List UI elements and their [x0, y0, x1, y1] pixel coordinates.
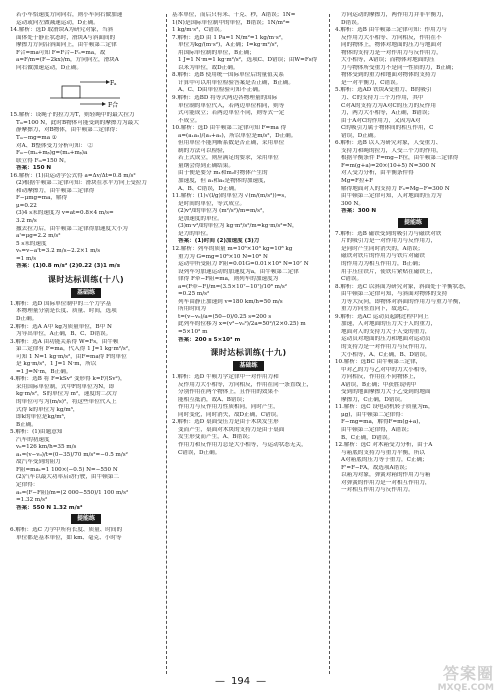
text-line: 汽车的初速度	[16, 436, 50, 443]
text-line: 3.解析：选A 由功能关系得 W=Fs，由牛顿	[10, 338, 119, 345]
text-line: 16.解析：(1)由运动学公式得 a=Δv/Δt=0.8 m/s²	[10, 172, 136, 179]
text-line: 对人受力分析，由平衡条件得	[341, 170, 414, 177]
text-line: =1 m/s	[16, 255, 37, 262]
text-line: a₂=(F−F阻)/m=(2 000−550)/1 100 m/s²	[16, 489, 129, 496]
text-line: 运动或向左做减速运动，D正确。	[16, 19, 99, 26]
column-3	[335, 12, 491, 495]
force-label-b: F合	[108, 102, 119, 110]
text-line: F−μmg=ma，解得	[16, 195, 68, 202]
text-line: a=F/m=(F−2kx)/m，方向向左，滑块A	[16, 57, 119, 64]
text-line: =1.32 m/s²	[16, 497, 48, 504]
text-line: 10.解析：选BC 由牛顿第三定律，	[335, 359, 422, 366]
improve-tag-label: 提能练	[71, 514, 101, 524]
text-line: 由牛顿第三定律可知，与斜面对物体的支持	[341, 291, 448, 298]
text-line: 8.解析：选C 以斜面为研究对象，斜面处于平衡状态，	[335, 283, 470, 290]
text-line: 方向运动的摩擦力，两作用力并非平衡力，	[341, 12, 448, 18]
answer-line: 答案：150 N	[16, 165, 52, 172]
text-line: 采用国际单位制，式中F的单位为N，即	[16, 383, 115, 390]
text-line: 对A、B整体受力分析可知： ②	[16, 142, 94, 149]
text-line: 联立得 Fₘ=150 N。	[16, 157, 70, 164]
improve-tag-label: 提能练	[398, 218, 428, 228]
text-block	[10, 12, 162, 27]
text-line: 静摩擦力，对B物体，由牛顿第二定律得：	[16, 127, 121, 134]
text-line: 12.解析：选C 对木箱受力分析，由于A	[335, 442, 433, 449]
answer-group-7	[335, 231, 491, 495]
text-line: 作用力与反作用力性质相同，同时产生，	[178, 404, 279, 411]
text-line: (2)v²/l的单位为 (m²/s²)/m=m/s²，	[178, 208, 268, 215]
text-line: 单位都是基本单位，如 km、毫克、小时等	[16, 534, 122, 541]
text-line: 可知 1 N=1 kg·m/s²，由F=ma得 F的单位	[16, 353, 127, 360]
text-line: 用手压住铁片，使铁片紧贴在磁铁上，	[341, 268, 437, 275]
basic-tag	[172, 361, 325, 371]
text-line: 式得 k的单位为 kg/m³，	[16, 406, 79, 413]
text-line: 的作用力为相互作用力，B正确；	[341, 260, 424, 267]
text-line: Tₘ=100 N，此时B物体可能受到的摩擦力为最大	[16, 119, 139, 126]
text-line: 和动摩擦力，由牛顿第二定律得	[16, 187, 95, 194]
text-line: 所用时间为	[178, 306, 206, 313]
text-line: 1(N)是国际单位制中的单位，B错误；1N/m²=	[172, 19, 290, 26]
text-line: (3)m·v²/l的单位为 kg·m²/s²/m=kg·m/s²=N，	[178, 223, 298, 230]
text-line: a₁=(v−v₀)/t=(0−35)/70 m/s²=−0.5 m/s²	[16, 451, 128, 458]
text-line: 物体的支持力是一对作用力与反作用力，	[341, 49, 442, 56]
text-line: B、C正确，D错误。	[341, 434, 394, 441]
answer-line: 答案：550 N 1.32 m/s²	[16, 504, 83, 511]
text-line: 大小相等，A错误；而物体对地面的压	[341, 57, 435, 64]
text-line: 故汽车受到的阻力	[16, 459, 61, 466]
text-line: (2)根据牛顿第二定律可知：滑块在水平方向上受拉力	[16, 180, 147, 187]
text-line: 律得 F牵−F阻=ma，则列车的加速度为	[178, 276, 279, 283]
text-line: 受到的地面摩擦力大于乙受到的地面	[341, 389, 431, 396]
text-line: C错误，D正确。	[178, 449, 221, 456]
text-line: 磁铁对铁片的作用力与铁片对磁铁	[341, 253, 425, 260]
text-line: Tₘ−mg=ma ①	[16, 135, 57, 142]
answer-14	[10, 27, 162, 72]
text-line: 加速度，但 a₁和a₂是物体的加速度，	[178, 178, 270, 185]
text-line: 此列车的位移为 x=(v²−v₀²)/2a=50²/(2×0.25) m	[178, 321, 306, 328]
watermark-top: 答案圈	[442, 664, 494, 683]
answer-11	[172, 193, 325, 246]
text-line: 式可能成立；若两边单位不同，则等式一定	[178, 110, 285, 117]
text-line: 2.解析：选D 桌面受压力是由于木块发生形	[172, 419, 279, 426]
text-line: 4.解析：选B 将 F=kSv² 变形得 k=F/(Sv²)，	[10, 376, 126, 383]
text-line: 由于A对C的作用力，又因为A对	[341, 117, 421, 124]
text-line: 由牛顿第三定律可知，人对地面的压力为	[341, 193, 442, 200]
answer-group-5	[172, 374, 325, 457]
text-line: 的支持力是一对作用力与反作用力，	[341, 343, 431, 350]
text-line: 由于便是要分 m₁和m₂时物体产生的	[178, 170, 268, 177]
text-line: F'=F−FA，故选项A错误；	[341, 464, 411, 471]
text-line: 本物理量分别是长度、质量、时间，选项	[16, 308, 117, 315]
text-line: 同时变化，同时消失，故D正确，C错误。	[178, 411, 282, 418]
text-line: 是时间的单位，等式成立。	[178, 200, 246, 207]
text-line: 力与物体所受重力不是同一性质的力，B正确；	[341, 64, 457, 71]
text-line: B正确。	[16, 421, 37, 428]
text-line: 7.解析：选B 磁铁受到的吸引力与磁铁对铁	[335, 230, 442, 237]
text-line: 错误，D正确。	[341, 132, 380, 139]
text-line: 向右做加速运动，D正确。	[16, 64, 83, 71]
text-line: 单位制的单位代入，若两边单位相同，则等	[178, 102, 285, 109]
text-line: 为导出单位，A正确，B、C、D错误。	[16, 331, 112, 338]
text-line: 2.解析：选A A中 kg为质量单位，B中 N	[10, 323, 112, 330]
text-line: 是同时产生同时消失的，A错误；	[341, 245, 424, 252]
text-line: v₀=126 km/h=35 m/s	[16, 444, 77, 451]
text-line: F−mg=ma，解得F=m(g+a)，	[341, 419, 424, 426]
page-number-value: 194	[231, 676, 251, 687]
text-line: 9.解析：选AC 运动员起跳过程中向上	[335, 313, 429, 320]
text-line: 作用力和反作用力总是大小相等，与运动状态无关，	[178, 441, 307, 448]
text-line: A、B、C错误，D正确。	[178, 185, 240, 192]
basic-tag-label: 基础练	[71, 288, 101, 298]
text-line: 发生形变而产生，A、B错误；	[178, 434, 254, 441]
text-line: 力、C的支持力三个力作用，其中	[341, 95, 424, 102]
text-line: 力等大反向，即物体对斜面的作用力与重力平衡，	[341, 298, 465, 305]
text-line: 11.解析：选C 设电动机转子质量为m，	[335, 404, 434, 411]
text-line: 基本单位，而后只有米、千克、秒，A错误；1N=	[172, 12, 296, 18]
text-line: 由牛顿第三定律得，A错误；	[341, 426, 413, 433]
text-line: 重力方向竖直向下，故选C。	[341, 306, 413, 313]
text-line: 定律得：	[16, 481, 39, 488]
text-line: 面体处于静止状态时，滑块A与斜面间的	[16, 34, 116, 41]
text-line: 1.解析：选D 牛顿力学定律中一对作用力和	[172, 374, 279, 381]
text-line: 支持力和绳的拉力，人受三个力的作用，	[341, 147, 442, 154]
text-line: A错误，B正确；甲获胜说明甲	[341, 381, 417, 388]
text-line: D错误。	[341, 19, 363, 26]
text-line: 以箱为对象，弹簧对箱的作用力与箱	[341, 472, 431, 479]
text-line: Mg=F拉+F	[341, 178, 374, 185]
page-number: — 194 —	[215, 676, 267, 687]
text-line: 是加速度的单位。	[178, 215, 223, 222]
text-line: 力，两力大小相等，A正确，B错误；	[341, 110, 434, 117]
text-line: =5×10³ m	[178, 328, 208, 335]
text-line: 14.解析：选D 取滑块A为研究对象，当斜	[10, 27, 114, 34]
text-line: 第二定律有 F=ma，代入得 1 J=1 kg·m²/s²，	[16, 346, 134, 353]
text-line: F阻=ma₁=1 100×(−0.5) N=−550 N	[16, 466, 118, 473]
text-line: a'=μg=2.2 m/s²	[16, 233, 61, 240]
text-line: 运动中所受阻力 F阻=0.01G=0.01×10⁹ N=10⁷ N	[178, 261, 309, 268]
text-line: 撤去拉力后，由牛顿第二定律得加速度大小为	[16, 225, 128, 232]
text-line: 5.解析：(1)由题意知	[10, 429, 63, 436]
text-line: 用国际单位制的单位，B正确；	[178, 49, 255, 56]
text-line: 变而产生，桌面对木块的支持力是由于桌面	[178, 426, 285, 433]
text-line: A、C、D由单位检验可知不正确。	[178, 87, 264, 94]
text-line: C错误。	[341, 276, 363, 283]
text-line: 1 J=1 N·m=1 kg·m²/s²，选项C、D错误；由W=Fs得	[178, 57, 318, 64]
text-line: a=(F牵−F)/m=(3.5×10⁷−10⁷)/10⁸ m/s²	[178, 283, 287, 290]
text-line: C的吸引力属于物体间的相互作用，C	[341, 125, 434, 132]
text-line: 加速，人对地面的压力大于人的重力，	[341, 321, 437, 328]
answer-12	[172, 246, 325, 344]
text-line: 方向相反，作用在不同物体上，	[341, 374, 420, 381]
text-line: v₅=v−a't=3.2 m/s−2.2×1 m/s	[16, 248, 101, 255]
answer-line: 答案：(1)时间 (2)加速度 (3)力	[178, 238, 260, 245]
watermark-logo	[438, 665, 494, 694]
force-label-a: Fₐ	[110, 80, 117, 88]
section-title: 课时达标训练(十九)	[210, 348, 287, 358]
text-line: 10.解析：选D 由牛顿第二定律可知 F=ma 得	[172, 125, 287, 132]
text-line: 11.解析：(1)√(l/g)的单位为 √(m/(m/s²))=s，	[172, 193, 290, 200]
text-line: 摩擦力方向沿斜面向上，由牛顿第二定律	[16, 42, 117, 49]
text-line: 设列车匀加速运动的加速度为a，由牛顿第二定律	[178, 268, 299, 275]
text-line: 对弹簧的作用力是一对相互作用力，	[341, 479, 431, 486]
column-divider-right	[329, 14, 330, 674]
answer-group-2	[10, 527, 162, 542]
answer-15	[10, 112, 162, 172]
text-line: 分别作用在两个物体上，且作用的效果不	[178, 389, 279, 396]
answer-group-1	[10, 301, 162, 512]
text-line: F合=ma可知 F=F合−Fₙ=ma，故	[16, 49, 106, 56]
text-line: 根据平衡条件 F=mg−F拉，由牛顿第三定律得	[341, 155, 459, 162]
text-line: 地面对人的支持力大于人受的重力，	[341, 328, 431, 335]
text-line: 6.解析：选C 力学中所有长度、质量、时间的	[10, 527, 123, 534]
answer-line: 答案：300 N	[341, 208, 377, 215]
text-line: 是力的单位。	[178, 230, 212, 237]
text-line: 的单位可写为(m/s)²，将这些单位代入上	[16, 398, 117, 405]
text-line: 反作用力大小相等，方向相反，作用在同一条直线上，	[178, 381, 313, 388]
improve-tag	[335, 218, 491, 228]
text-line: 解得地面对人的支持力 Fₙ=Mg−F=300 N	[341, 185, 450, 192]
text-line: C对A的支持力为A对C的压力的反作用	[341, 102, 436, 109]
force-diagram-figure	[10, 74, 162, 110]
answer-16	[10, 173, 162, 271]
text-line: kg·m/s²，S的单位为 m²，速度的二次方	[16, 391, 118, 398]
text-line: μ=0.22	[16, 202, 37, 209]
text-line: (3)4 s末的速度为 v=at=0.8×4 m/s=	[16, 210, 114, 217]
basic-tag	[10, 288, 162, 298]
text-line: 是 kg·m/s²，1 J=1 N·m，所以	[16, 361, 97, 368]
text-line: 反作用力大小相等、方向相反，作用在不	[341, 34, 442, 41]
text-line: 重力为 G=mg=10⁸×10 N=10⁹ N	[178, 253, 268, 260]
text-line: 摩擦力，C正确，D错误。	[341, 396, 406, 403]
text-line: 列车由静止加速到 v=180 km/h=50 m/s	[178, 298, 283, 305]
column-2	[172, 12, 325, 457]
text-line: 以米为单位，故D正确。	[178, 64, 239, 71]
watermark-bottom: MXQE.COM	[437, 683, 494, 693]
text-line: =0.25 m/s²	[178, 291, 210, 298]
text-line: 单位为kg/(m·s²)，A正确；I=kg·m²/s²，	[178, 42, 283, 49]
text-line: 5.解析：选AD 铁块A受重力、B的吸引	[335, 87, 432, 94]
text-line: Fₘ−(mₐ+mᵦ)g=(mₐ+mᵦ)a	[16, 150, 88, 157]
text-line: 1 kg/m·s²，C错误。	[172, 27, 226, 34]
text-line: μg)，由牛顿第二定律得：	[341, 411, 407, 418]
text-line: 不成立。	[178, 117, 201, 124]
text-line: 制的方法可以检验，	[178, 147, 229, 154]
text-line: 但用单位不能判断系数是否正确，采用单位	[178, 140, 285, 147]
text-line: 运动员对地面的压力和地面对运动员	[341, 336, 431, 343]
column-divider-left	[166, 14, 167, 674]
force-diagram	[10, 74, 162, 110]
text-line: 物体受到的重力和地面对物体的支持力	[341, 72, 437, 79]
text-line: 6.解析：选B 以人为研究对象，人受重力、	[335, 140, 442, 147]
text-line: 计算中可以用单位检验答案是否正确，B正确。	[178, 79, 294, 86]
text-line: 能相互抵消，故A、B错误；	[178, 396, 248, 403]
text-line: 一对相互作用力与反作用力。	[341, 487, 414, 494]
text-line: 甲对乙的力与乙对甲的力大小相等，	[341, 366, 431, 373]
text-line: t=(v−v₀)/a=(50−0)/0.25 s=200 s	[178, 313, 272, 320]
text-line: 量纲会得到正确结果。	[178, 162, 234, 169]
text-line: 与箱底的支持力与重力平衡，所以	[341, 449, 425, 456]
improve-tag	[10, 514, 162, 524]
text-line: 8.解析：选B 使用统一国际单位后的量值关系	[172, 72, 284, 79]
text-line: a=(a₁a₂)/(a₁+a₂)，所以单位是m/s²，D正确。	[178, 132, 297, 139]
text-line: 大小相等，A、C正确，B、D错误。	[341, 351, 431, 358]
text-line: 5 s末的速度	[16, 240, 47, 247]
answer-line: 答案：(1)0.8 m/s² (2)0.22 (3)1 m/s	[16, 263, 121, 270]
text-line: 300 N。	[341, 200, 364, 207]
answer-line: 答案：200 s 5×10³ m	[178, 336, 241, 343]
text-line: 1.解析：选D 国际单位制中的三个力学基	[10, 300, 112, 307]
text-line: 若小车恰速度方向向右，则小车向右做加速	[16, 12, 123, 18]
text-line: (2)汽车以最大功率启动行驶，由牛顿第二	[16, 474, 120, 481]
text-line: 片的吸引力是一对作用力与反作用力，	[341, 238, 437, 245]
text-line: 是一对平衡力，C错误。	[341, 79, 402, 86]
text-line: 7.解析：选D 由 1 Pa=1 N/m²=1 kg/m·s²，	[172, 34, 287, 41]
answer-group-6	[335, 12, 491, 216]
text-line: 即k的单位是kg/m³，	[16, 414, 70, 421]
basic-tag-label: 基础练	[233, 361, 263, 371]
column-1	[10, 12, 162, 542]
text-line: 若上式成立，则应满足的要求，采用单位	[178, 155, 279, 162]
text-line: 同的物体上，物体对地面的压力与地面对	[341, 42, 442, 49]
text-line: 3.2 m/s	[16, 218, 37, 225]
text-line: 9.解析：选BD 将等式两边各物理量的国际	[172, 95, 278, 102]
text-line: A对箱底的压力等于重力，C正确；	[341, 457, 428, 464]
text-line: D正确。	[16, 315, 38, 322]
answer-group-4	[172, 72, 325, 193]
answer-group-3	[172, 12, 325, 72]
text-line: F=m(g+a)=20×(10+5) N=300 N	[341, 162, 436, 169]
section-title: 课时达标训练(十八)	[47, 274, 125, 284]
text-line: 12.解析：列车的质量 m=10⁵×10³ kg=10⁸ kg	[172, 245, 293, 252]
text-line: 4.解析：选B 由牛顿第三定律可知：作用力与	[335, 27, 447, 34]
text-line: =1 J=N·m，B正确。	[16, 368, 72, 375]
text-line: 15.解析：设绳子的拉力为T，则轻绳中的最大拉力	[10, 112, 135, 119]
